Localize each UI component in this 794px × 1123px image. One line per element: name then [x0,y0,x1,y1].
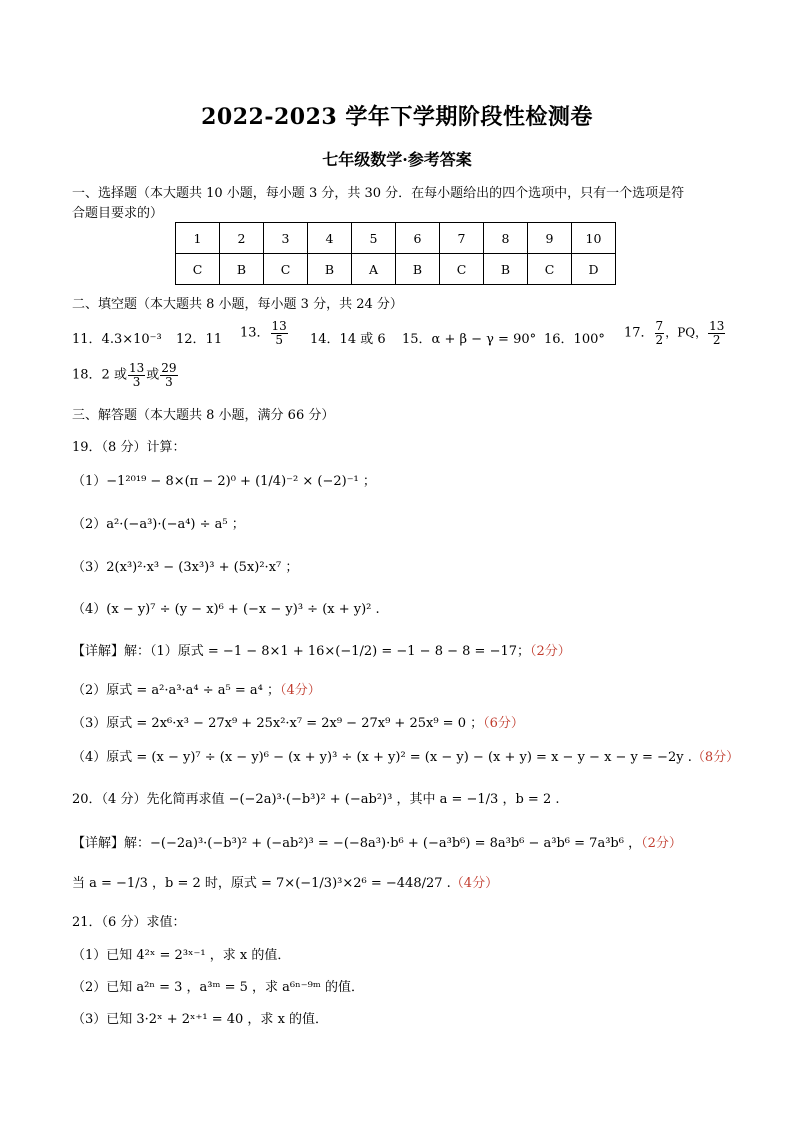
q18-answer [72,362,179,388]
q17-answer [624,320,726,346]
q13-answer [240,320,289,346]
numerator: 13 [128,361,145,375]
table-cell: 3 [264,223,308,254]
numerator: 7 [655,319,664,333]
q20-title: 20．（4 分）先化简再求值 −(−2a)³·(−b³)² + (−ab²)³ ，其中 a = −1/3 ，b = 2 . [72,792,560,807]
q19-title: 19．（8 分）计算： [72,440,186,455]
table-cell: D [572,254,616,285]
page-title: 2022-2023 学年下学期阶段性检测卷 [201,104,593,130]
q21-part3: （3）已知 3·2ˣ + 2ˣ⁺¹ = 40 ，求 x 的值． [72,1012,329,1027]
q11-label: 11． [72,332,102,347]
q21-part2: （2）已知 a²ⁿ = 3 ，a³ᵐ = 5 ，求 a⁶ⁿ⁻⁹ᵐ 的值． [72,980,364,995]
section1-heading-cont: 合题目要求的） [72,206,164,221]
numerator: 29 [161,361,177,375]
table-cell: 2 [220,223,264,254]
q19-part2: （2）a²·(−a³)·(−a⁴) ÷ a⁵ ； [72,517,245,532]
q18-label: 18．2 或 [72,367,127,383]
q19-part3: （3）2(x³)²·x³ − (3x³)³ + (5x)²·x⁷ ； [72,560,299,575]
denominator: 5 [275,332,283,347]
table-cell: 7 [440,223,484,254]
table-cell: C [264,254,308,285]
q18-fraction-2 [160,362,177,388]
q15-answer: 15．α + β − γ = 90° [402,332,537,347]
table-cell: 6 [396,223,440,254]
table-cell: 5 [352,223,396,254]
q18-middle: 或 [146,367,160,383]
q17-fraction-1 [655,320,665,346]
solution-text: 【详解】解：−(−2a)³·(−b³)² + (−ab²)³ = −(−8a³)·b⁶ + (−a³b⁶) = 8a³b⁶ − a³b⁶ = 7a³b⁶ ， [72,836,642,851]
score-badge: （6分） [483,716,524,731]
solution-text: 【详解】解：（1）原式 = −1 − 8×1 + 16×(−1/2) = −1 − 8 − 8 = −17； [72,644,531,659]
q17-middle: ，PQ， [665,325,708,340]
q18-fraction-1 [128,362,145,388]
table-cell: 8 [484,223,528,254]
q17-label: 17． [624,325,654,341]
denominator: 2 [655,332,664,347]
numerator: 13 [709,319,725,333]
q13-fraction [271,320,288,346]
answer-table-answer-row [176,254,616,285]
table-cell: 1 [176,223,220,254]
table-cell: 4 [308,223,352,254]
q20-solution1 [72,832,682,851]
score-badge: （4分） [279,683,321,698]
score-badge: （2分） [530,644,571,659]
q19-solution1 [72,640,571,659]
table-cell: B [396,254,440,285]
table-cell: B [484,254,528,285]
table-cell: A [352,254,396,285]
q14-answer: 14．14 或 6 [310,332,386,347]
section2-heading: 二、填空题（本大题共 8 小题，每小题 3 分，共 24 分） [72,297,403,312]
q17-fraction-2 [708,320,725,346]
solution-text: （2）原式 = a²·a³·a⁴ ÷ a⁵ = a⁴ ； [72,683,280,698]
page-subtitle: 七年级数学·参考答案 [322,150,472,169]
q16-answer: 16．100° [544,332,605,347]
solution-text: （4）原式 = (x − y)⁷ ÷ (x − y)⁶ − (x + y)³ ÷ (x + y)² = (x − y) − (x + y) = x − y − x − y = −2y . [72,750,692,765]
q11-value: 4.3×10⁻³ [101,332,162,347]
score-badge: （4分） [450,876,499,891]
q19-solution3 [72,712,524,731]
q11-answer [72,328,162,347]
q21-part1: （1）已知 4²ˣ = 2³ˣ⁻¹ ，求 x 的值． [72,948,291,963]
table-cell: C [440,254,484,285]
solution-text: 当 a = −1/3 ，b = 2 时，原式 = 7×(−1/3)³×2⁶ = −448/27 . [72,876,451,891]
q19-solution2 [72,679,321,698]
q12-answer: 12．11 [176,332,223,347]
denominator: 2 [712,332,721,347]
answer-table-number-row [176,223,616,254]
table-cell: 9 [528,223,572,254]
q19-part1: （1）−1²⁰¹⁹ − 8×(π − 2)⁰ + (1/4)⁻² × (−2)⁻¹ ； [72,474,376,489]
table-cell: 10 [572,223,616,254]
solution-text: （3）原式 = 2x⁶·x³ − 27x⁹ + 25x²·x⁷ = 2x⁹ − 27x⁹ + 25x⁹ = 0 ； [72,716,484,731]
q20-solution2 [72,872,498,891]
q19-part4: （4）(x − y)⁷ ÷ (y − x)⁶ + (−x − y)³ ÷ (x + y)² . [72,602,380,617]
numerator: 13 [271,319,287,333]
denominator: 3 [165,374,173,389]
q21-title: 21．（6 分）求值： [72,915,186,930]
section3-heading: 三、解答题（本大题共 8 小题，满分 66 分） [72,408,335,423]
denominator: 3 [132,374,141,389]
table-cell: C [528,254,572,285]
table-cell: B [308,254,352,285]
section1-heading: 一、选择题（本大题共 10 小题，每小题 3 分，共 30 分．在每小题给出的四个选项中，只有一个选项是符 [72,186,685,201]
score-badge: （2分） [641,836,682,851]
answer-table [175,222,616,285]
table-cell: C [176,254,220,285]
q13-label: 13． [240,325,270,341]
score-badge: （8分） [691,750,740,765]
table-cell: B [220,254,264,285]
q19-solution4 [72,746,739,765]
